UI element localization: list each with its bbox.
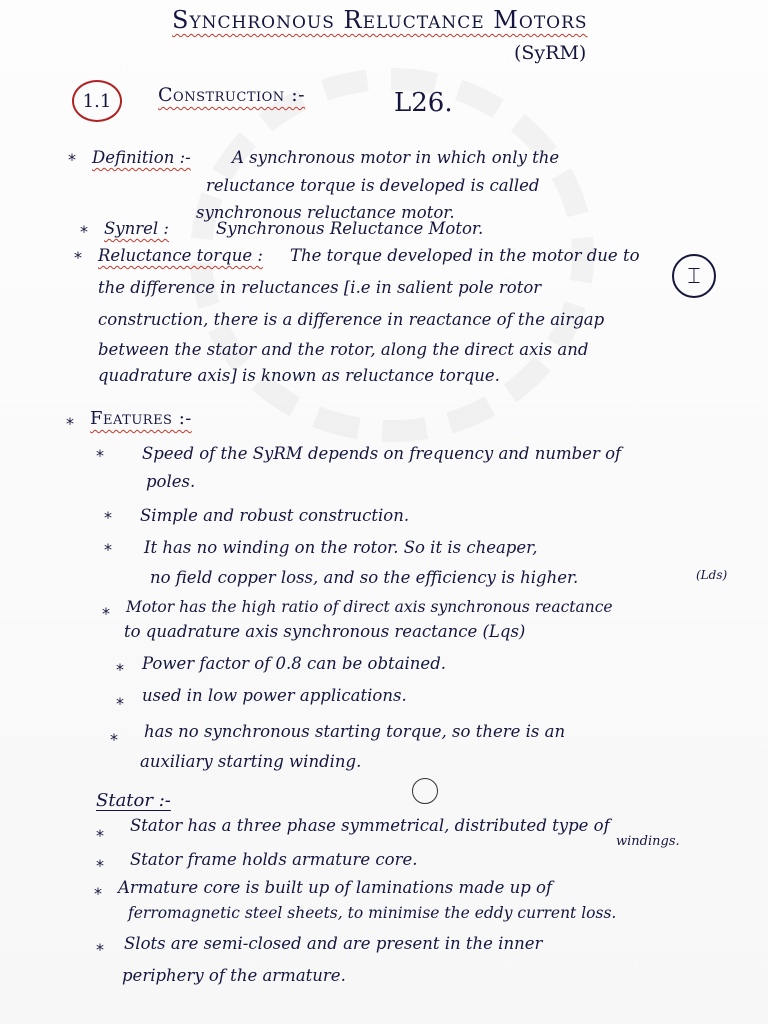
bullet-mark: * — [68, 150, 76, 169]
features-heading: Features :- — [90, 408, 192, 429]
bullet-mark: * — [94, 884, 102, 903]
feature-item: Speed of the SyRM depends on frequency and number of — [142, 444, 622, 463]
definition-line: synchronous reluctance motor. — [196, 203, 455, 222]
feature-item: used in low power applications. — [142, 686, 407, 705]
reluctance-torque-line: The torque developed in the motor due to — [290, 246, 640, 265]
bullet-mark: * — [116, 660, 124, 679]
page-title: Synchronous Reluctance Motors — [172, 6, 588, 34]
salient-rotor-symbol-icon: ⌶ — [672, 254, 716, 298]
section-number: 1.1 — [72, 80, 122, 122]
page-subtitle: (SyRM) — [514, 42, 587, 64]
reluctance-torque-line: quadrature axis] is known as reluctance torque. — [98, 366, 500, 385]
bullet-mark: * — [110, 730, 118, 749]
synrel-text: Synchronous Reluctance Motor. — [216, 219, 484, 238]
definition-term: Definition :- — [92, 148, 191, 167]
stator-item: Slots are semi-closed and are present in the inner — [124, 934, 543, 953]
bullet-mark: * — [96, 856, 104, 875]
stator-item: ferromagnetic steel sheets, to minimise the eddy current loss. — [128, 904, 617, 922]
stator-heading: Stator :- — [96, 790, 171, 811]
feature-item: poles. — [146, 472, 196, 491]
stator-item: periphery of the armature. — [122, 966, 346, 985]
feature-item: has no synchronous starting torque, so there is an — [144, 722, 566, 741]
lds-note: (Lds) — [696, 568, 728, 582]
reluctance-torque-line: the difference in reluctances [i.e in salient pole rotor — [98, 278, 542, 297]
reluctance-torque-term: Reluctance torque : — [98, 246, 263, 265]
definition-line: A synchronous motor in which only the — [232, 148, 560, 167]
stator-item: Armature core is built up of laminations made up of — [118, 878, 553, 897]
feature-item: to quadrature axis synchronous reactance (Lqs) — [124, 622, 526, 641]
feature-item: It has no winding on the rotor. So it is cheaper, — [144, 538, 538, 557]
reluctance-torque-line: construction, there is a difference in reactance of the airgap — [98, 310, 605, 329]
stator-item: windings. — [616, 834, 680, 849]
bullet-mark: * — [96, 826, 104, 845]
bullet-mark: * — [102, 604, 110, 623]
feature-item: Power factor of 0.8 can be obtained. — [142, 654, 447, 673]
stator-item: Stator frame holds armature core. — [130, 850, 418, 869]
bullet-mark: * — [66, 414, 74, 433]
bullet-mark: * — [104, 540, 112, 559]
shaft-circle-icon — [412, 778, 438, 804]
bullet-mark: * — [80, 222, 88, 241]
feature-item: auxiliary starting winding. — [140, 752, 362, 771]
feature-item: no field copper loss, and so the efficiency is higher. — [150, 568, 579, 587]
reluctance-torque-line: between the stator and the rotor, along the direct axis and — [98, 340, 589, 359]
feature-item: Motor has the high ratio of direct axis synchronous reactance — [126, 598, 613, 616]
bullet-mark: * — [116, 694, 124, 713]
section-heading: Construction :- — [158, 84, 306, 106]
bullet-mark: * — [96, 446, 104, 465]
bullet-mark: * — [96, 940, 104, 959]
lecture-number: L26. — [394, 88, 453, 118]
feature-item: Simple and robust construction. — [140, 506, 410, 525]
definition-line: reluctance torque is developed is called — [206, 176, 540, 195]
bullet-mark: * — [104, 508, 112, 527]
bullet-mark: * — [74, 248, 82, 267]
synrel-term: Synrel : — [104, 219, 169, 238]
stator-item: Stator has a three phase symmetrical, distributed type of — [130, 816, 610, 835]
